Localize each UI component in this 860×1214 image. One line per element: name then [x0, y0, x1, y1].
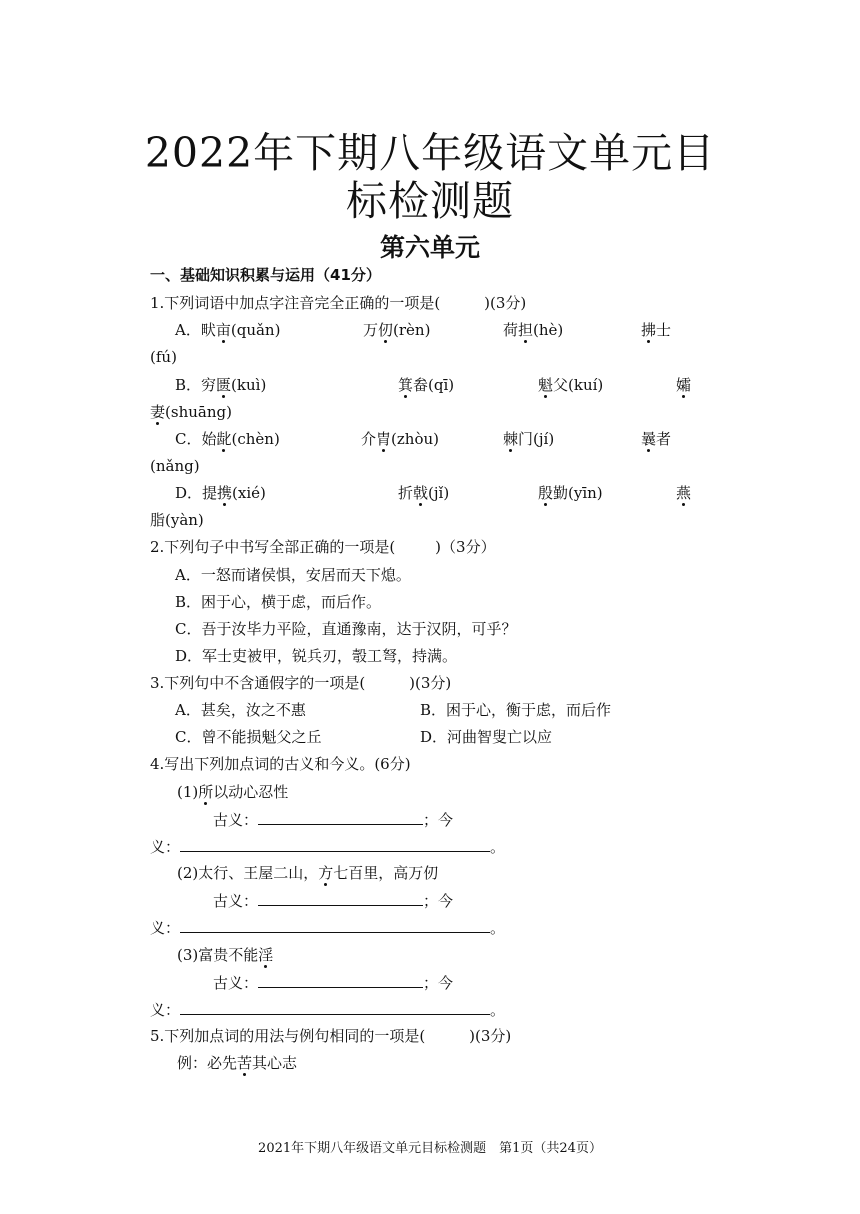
question-3-stem: 3.下列句中不含通假字的一项是( )(3分) [150, 674, 452, 692]
page-footer: 2021年下期八年级语文单元目标检测题 第1页（共24页） [258, 1141, 602, 1156]
q3-option-d: D．河曲智叟亡以应 [420, 728, 553, 746]
q1-option-b-3: 魁父(kuí) [538, 376, 604, 394]
q1-option-c-2: 介胄(zhòu) [361, 430, 439, 448]
q4-item-3: (3)富贵不能淫 [177, 946, 274, 964]
q1-option-d-cont: 脂(yàn) [150, 511, 204, 529]
q5-example: 例：必先苦其心志 [177, 1054, 298, 1072]
question-4-stem: 4.写出下列加点词的古义和今义。(6分) [150, 755, 411, 773]
q1-option-a-3: 荷担(hè) [503, 321, 564, 339]
q1-option-d-3: 殷勤(yīn) [538, 484, 603, 502]
q1-option-c-4: 曩者 [641, 430, 672, 448]
q1-option-c-3: 棘门(jí) [503, 430, 555, 448]
q3-option-b: B．困于心，衡于虑，而后作 [420, 701, 612, 719]
q4-item-2: (2)太行、王屋二山，方七百里，高万仞 [177, 864, 439, 882]
q1-option-c-1: C．始龀(chèn) [175, 430, 280, 448]
q2-option-d: D．军士吏被甲，锐兵刃，彀工弩，持满。 [175, 647, 458, 665]
q1-option-c-cont: (nǎng) [150, 457, 200, 475]
q1-option-d-4: 燕 [676, 484, 692, 502]
q3-option-a: A．甚矣，汝之不惠 [175, 701, 306, 719]
q4-item-2-gu-label: 古义： ；今 [213, 892, 454, 910]
q1-option-d-2: 折戟(jǐ) [398, 484, 450, 502]
section-heading: 一、基础知识积累与运用（41分） [150, 266, 381, 284]
q4-item-2-jin-line: 义： 。 [150, 919, 506, 937]
q4-item-1: (1)所以动心忍性 [177, 783, 289, 801]
q2-option-b: B．困于心，横于虑，而后作。 [175, 593, 382, 611]
q1-option-d-1: D．提携(xié) [175, 484, 266, 502]
document-title-line-2: 标检测题 [346, 177, 514, 225]
q3-option-c: C．曾不能损魁父之丘 [175, 728, 322, 746]
q1-option-b-4: 孀 [676, 376, 692, 394]
q1-option-b-1: B．穷匮(kuì) [175, 376, 267, 394]
q1-option-a-4: 拂士 [641, 321, 672, 339]
unit-heading: 第六单元 [379, 233, 480, 262]
question-5-stem: 5.下列加点词的用法与例句相同的一项是( )(3分) [150, 1027, 512, 1045]
q4-item-3-gu-label: 古义： ；今 [213, 974, 454, 992]
question-2-stem: 2.下列句子中书写全部正确的一项是( )（3分） [150, 538, 496, 556]
document-title-line-1: 2022年下期八年级语文单元目 [144, 129, 716, 177]
q4-item-1-jin-line: 义： 。 [150, 838, 506, 856]
q1-option-a-cont: (fú) [150, 348, 177, 366]
q2-option-c: C．吾于汝毕力平险，直通豫南，达于汉阴，可乎？ [175, 620, 517, 638]
q4-item-1-gu-label: 古义： ；今 [213, 811, 454, 829]
q1-option-a-1: A．畎亩(quǎn) [175, 321, 281, 339]
q1-option-a-2: 万仞(rèn) [363, 321, 431, 339]
q1-option-b-cont: 妻(shuāng) [150, 403, 232, 421]
question-1-stem: 1.下列词语中加点字注音完全正确的一项是( )(3分) [150, 294, 527, 312]
q4-item-3-jin-line: 义： 。 [150, 1001, 506, 1019]
q1-option-b-2: 箕畚(qī) [398, 376, 455, 394]
q2-option-a: A．一怒而诸侯惧，安居而天下熄。 [175, 566, 411, 584]
